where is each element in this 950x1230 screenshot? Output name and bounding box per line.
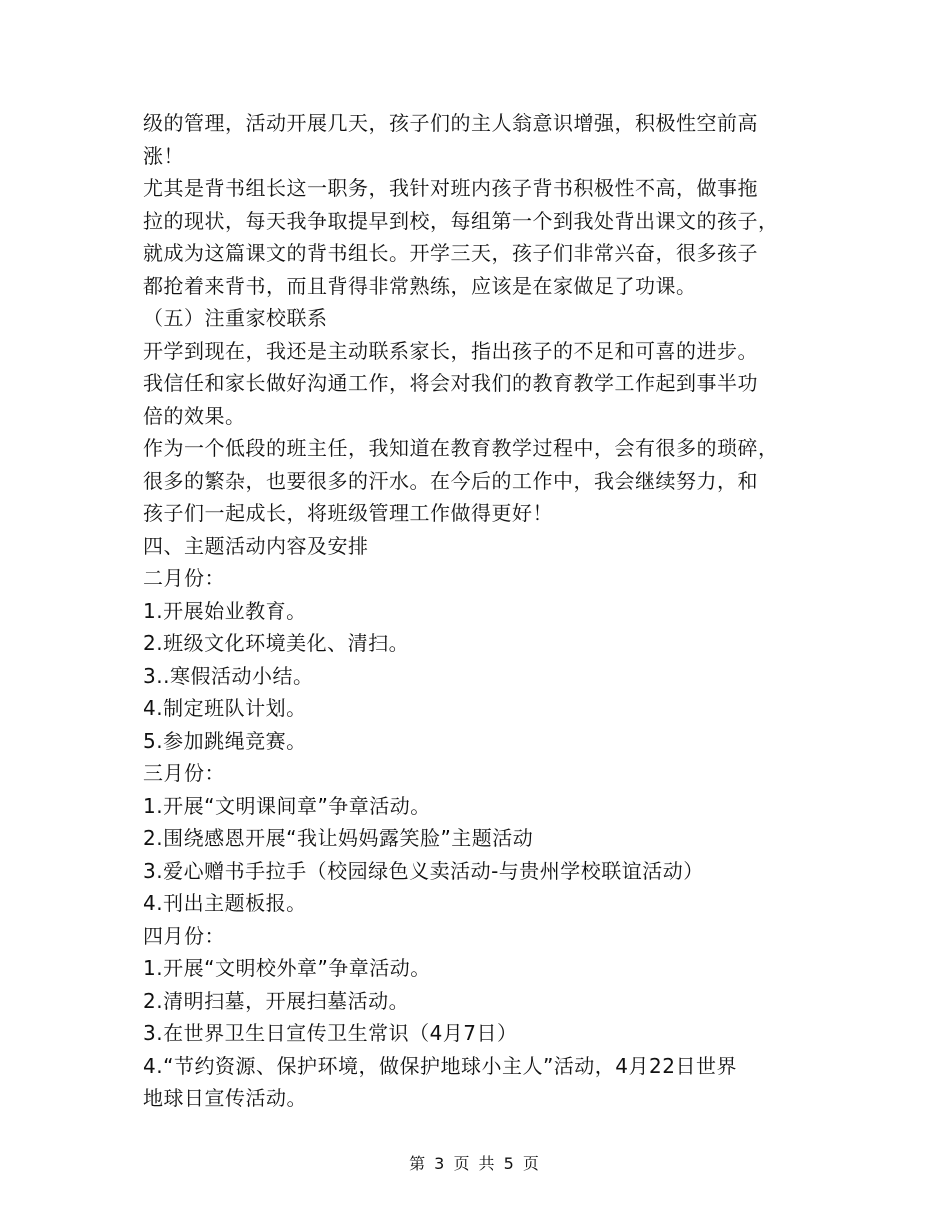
list-item: 3.爱心赠书手拉手（校园绿色义卖活动-与贵州学校联谊活动） — [143, 858, 704, 883]
text-line: 倍的效果。 — [143, 403, 246, 428]
document-body — [143, 107, 808, 1115]
list-item: 3..寒假活动小结。 — [143, 663, 314, 688]
list-item: 3.在世界卫生日宣传卫生常识（4月7日） — [143, 1021, 518, 1045]
month-heading: 二月份： — [143, 566, 225, 590]
month-heading: 四月份： — [143, 923, 225, 948]
text-line: 作为一个低段的班主任，我知道在教育教学过程中，会有很多的琐碎， — [143, 436, 779, 460]
list-item: 2.围绕感恩开展“我让妈妈露笑脸”主题活动 — [143, 826, 534, 850]
list-item: 4.制定班队计划。 — [143, 696, 307, 720]
text-line: 都抢着来背书，而且背得非常熟练，应该是在家做足了功课。 — [143, 273, 697, 298]
section-heading: （五）注重家校联系 — [143, 306, 328, 330]
list-item: 4.“节约资源、保护环境，做保护地球小主人”活动，4月22日世界 — [143, 1053, 737, 1078]
text-line: 级的管理，活动开展几天，孩子们的主人翁意识增强，积极性空前高 — [143, 111, 758, 135]
text-line: 地球日宣传活动。 — [143, 1086, 307, 1110]
list-item: 1.开展“文明校外章”争章活动。 — [143, 956, 431, 980]
list-item: 2.清明扫墓，开展扫墓活动。 — [143, 988, 410, 1013]
list-item: 4.刊出主题板报。 — [143, 891, 307, 915]
month-heading: 三月份： — [143, 761, 225, 785]
list-item: 1.开展始业教育。 — [143, 598, 307, 623]
text-line: 很多的繁杂，也要很多的汗水。在今后的工作中，我会继续努力，和 — [143, 468, 758, 493]
section-heading: 四、主题活动内容及安排 — [143, 533, 369, 558]
text-line: 涨！ — [143, 143, 184, 168]
text-line: 尤其是背书组长这一职务，我针对班内孩子背书积极性不高，做事拖 — [143, 176, 758, 200]
text-line: 拉的现状，每天我争取提早到校，每组第一个到我处背出课文的孩子， — [143, 208, 779, 233]
text-line: 开学到现在，我还是主动联系家长，指出孩子的不足和可喜的进步。 — [143, 338, 758, 363]
text-line: 孩子们一起成长，将班级管理工作做得更好！ — [143, 501, 553, 525]
list-item: 2.班级文化环境美化、清扫。 — [143, 631, 410, 655]
list-item: 1.开展“文明课间章”争章活动。 — [143, 793, 431, 818]
text-line: 就成为这篇课文的背书组长。开学三天，孩子们非常兴奋，很多孩子 — [143, 241, 758, 265]
text-line: 我信任和家长做好沟通工作，将会对我们的教育教学工作起到事半功 — [143, 371, 758, 395]
list-item: 5.参加跳绳竞赛。 — [143, 728, 307, 753]
page-number-footer: 第 3 页 共 5 页 — [409, 1154, 541, 1173]
